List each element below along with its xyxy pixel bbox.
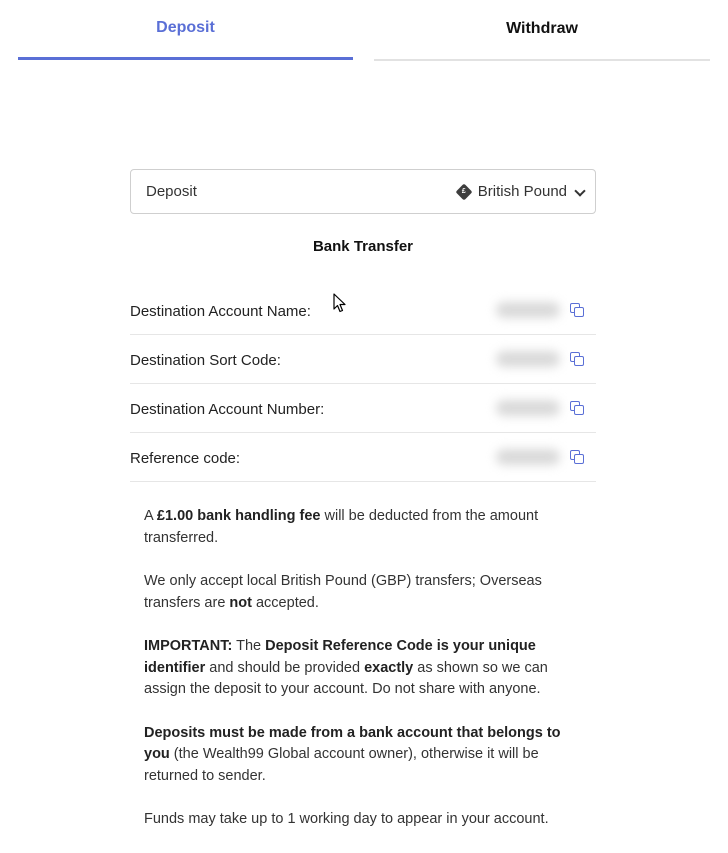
note-gbp-only: [144, 571, 584, 614]
tab-withdraw[interactable]: [374, 0, 710, 61]
select-label: Deposit: [146, 183, 197, 200]
redacted-value: [496, 351, 560, 367]
note-text: A: [144, 508, 157, 524]
note-account-ownership: [144, 723, 584, 788]
note-text: The: [232, 638, 266, 654]
currency-select[interactable]: [130, 169, 596, 214]
note-reference-code: [144, 636, 584, 701]
redacted-value: [496, 400, 560, 416]
tab-deposit[interactable]: [18, 0, 353, 60]
copy-icon[interactable]: [570, 303, 584, 317]
note-bold: Deposits must be made from a bank account that belongs to you: [144, 724, 561, 762]
detail-row-reference-code: [130, 433, 596, 482]
detail-row-account-number: [130, 384, 596, 433]
note-text: accepted.: [251, 594, 319, 611]
bank-details-list: [130, 286, 596, 482]
copy-icon[interactable]: [570, 352, 584, 366]
note-text: (the Wealth99 Global account owner), otherwise it will be returned to sender.: [144, 746, 539, 784]
detail-row-account-name: [130, 286, 596, 335]
note-bold: exactly: [364, 659, 414, 676]
currency-symbol: £: [461, 187, 466, 195]
deposit-notes: [144, 506, 584, 853]
redacted-value: [496, 449, 560, 465]
copy-icon[interactable]: [570, 450, 584, 464]
note-processing-time: Funds may take up to 1 working day to appear in your account.: [144, 811, 549, 827]
tab-withdraw-label: Withdraw: [506, 19, 578, 37]
note-bold: £1.00 bank handling fee: [156, 508, 321, 524]
detail-label: Destination Account Name:: [130, 302, 311, 320]
note-bold: IMPORTANT:: [144, 638, 233, 654]
note-bold: not: [229, 594, 252, 611]
detail-label: Destination Account Number:: [130, 400, 325, 418]
note-text: We only accept local British Pound (GBP) transfers; Overseas transfers are: [144, 573, 542, 611]
selected-currency: British Pound: [477, 183, 567, 200]
copy-icon[interactable]: [570, 401, 584, 415]
tab-bar: [18, 0, 710, 60]
pound-currency-icon: [455, 183, 473, 201]
note-text: will be deducted from the amount transferred.: [144, 508, 539, 546]
detail-label: Reference code:: [130, 449, 241, 467]
detail-row-sort-code: [130, 335, 596, 384]
note-text: and should be provided: [205, 659, 365, 676]
chevron-down-icon[interactable]: [575, 187, 585, 197]
payment-method-title: Bank Transfer: [312, 238, 414, 255]
note-text: as shown so we can assign the deposit to your account. Do not share with anyone.: [144, 659, 548, 697]
note-bold: Deposit Reference Code is your unique identifier: [144, 638, 536, 676]
tab-deposit-label: Deposit: [156, 18, 215, 36]
detail-label: Destination Sort Code:: [130, 351, 281, 369]
redacted-value: [496, 302, 560, 318]
note-fee: [144, 506, 584, 549]
